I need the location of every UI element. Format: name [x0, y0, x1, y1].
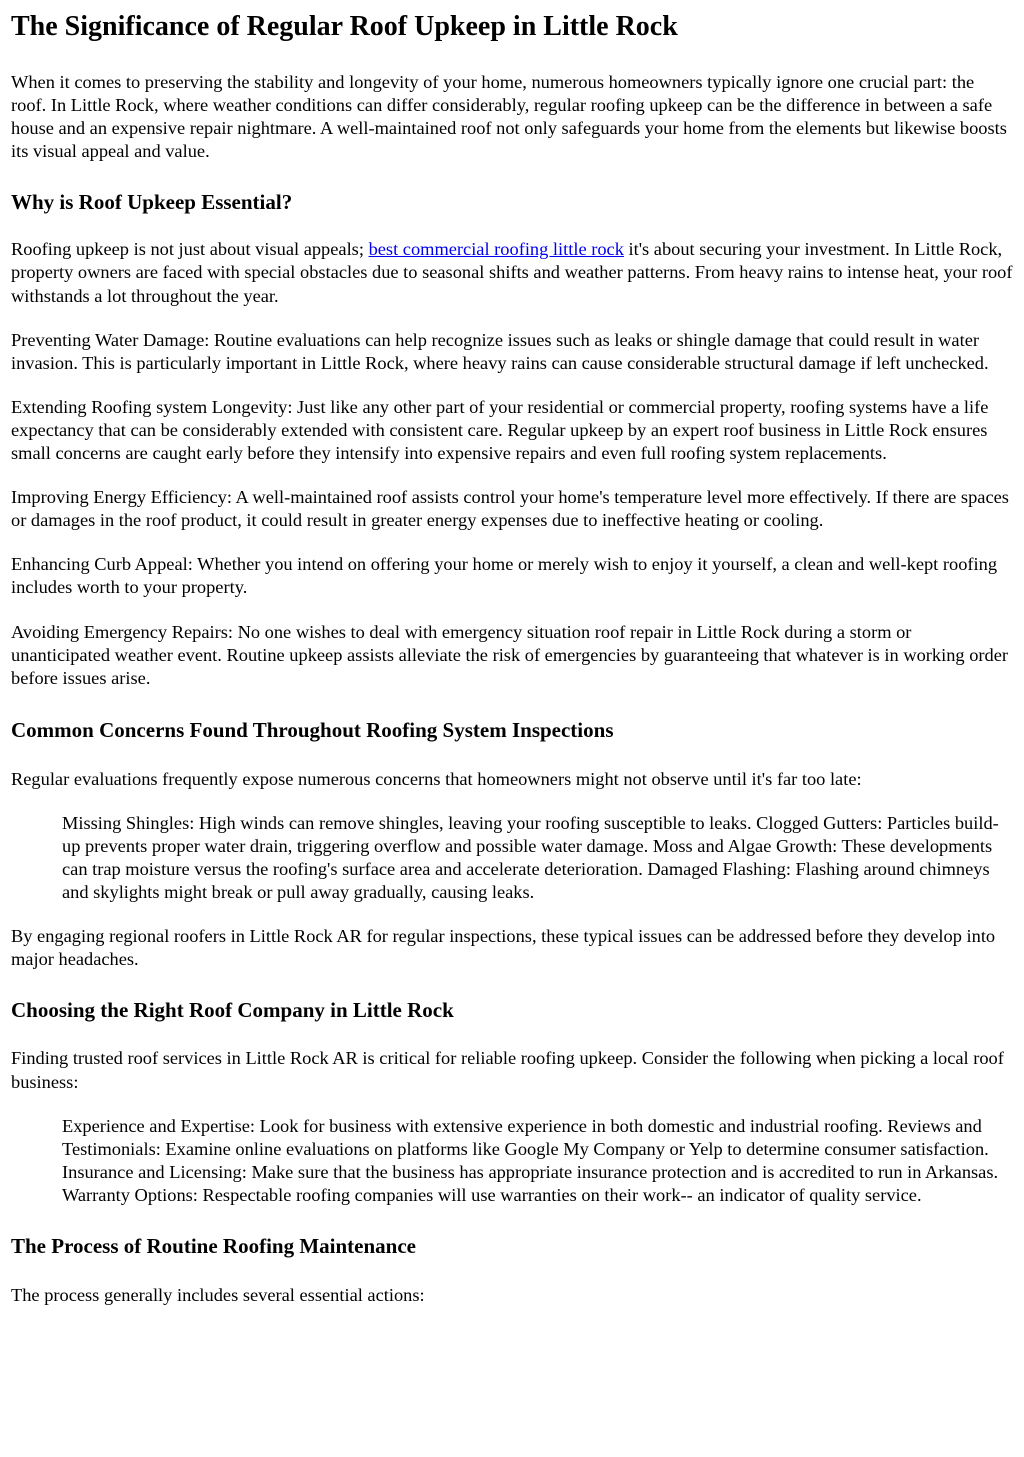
why-intro-paragraph	[11, 238, 1014, 307]
section-heading-process: The Process of Routine Roofing Maintenance	[11, 1234, 416, 1258]
paragraph-curb-appeal: Enhancing Curb Appeal: Whether you intend on offering your home or merely wish to enjoy it yourself, a clean and well-kept roofing includes worth to your property.	[11, 554, 998, 598]
common-intro-paragraph: Regular evaluations frequently expose numerous concerns that homeowners might not observe until it's far too late:	[11, 768, 862, 789]
choose-criteria-list: Experience and Expertise: Look for business with extensive experience in both domestic and industrial roofing. Reviews and Testimonials: Examine online evaluations on platforms like Google My Company or Yelp to determine consumer satisfaction. Insurance and Licensing: Make sure that the business has appropriate insurance protection and is accredited to run in Arkansas. Warranty Options: Respectable roofing companies will use warranties on their work-- an indicator of quality service.	[62, 1115, 999, 1205]
paragraph-longevity: Extending Roofing system Longevity: Just like any other part of your residential or commercial property, roofing systems have a life expectancy that can be considerably extended with consistent care. Regular upkeep by an expert roof business in Little Rock ensures small concerns are caught early before they intensify into expensive repairs and even full roofing system replacements.	[11, 396, 989, 464]
why-intro-text-before: Roofing upkeep is not just about visual appeals;	[11, 239, 369, 260]
why-intro-text-after: it's about securing your investment. In Little Rock, property owners are faced with special obstacles due to seasonal shifts and weather patterns. From heavy rains to intense heat, your roof withstands a lot throughout the year.	[11, 239, 1013, 306]
paragraph-energy-efficiency: Improving Energy Efficiency: A well-maintained roof assists control your home's temperature level more effectively. If there are spaces or damages in the roof product, it could result in greater energy expenses due to ineffective heating or cooling.	[11, 487, 1009, 531]
section-heading-why: Why is Roof Upkeep Essential?	[11, 190, 293, 215]
commercial-roofing-link[interactable]: best commercial roofing little rock	[368, 239, 624, 260]
paragraph-emergency-repairs: Avoiding Emergency Repairs: No one wishes to deal with emergency situation roof repair in Little Rock during a storm or unanticipated weather event. Routine upkeep assists alleviate the risk of emergencies by guaranteeing that whatever is in working order before issues arise.	[11, 621, 1009, 688]
page-title: The Significance of Regular Roof Upkeep in Little Rock	[11, 11, 678, 42]
paragraph-water-damage: Preventing Water Damage: Routine evaluations can help recognize issues such as leaks or shingle damage that could result in water invasion. This is particularly important in Little Rock, where heavy rains can cause considerable structural damage if left unchecked.	[11, 329, 989, 373]
common-after-paragraph: By engaging regional roofers in Little Rock AR for regular inspections, these typical issues can be addressed before they develop into major headaches.	[11, 926, 996, 970]
section-heading-common-concerns: Common Concerns Found Throughout Roofing System Inspections	[11, 717, 614, 742]
article	[0, 11, 1024, 1307]
choose-intro-paragraph: Finding trusted roof services in Little Rock AR is critical for reliable roofing upkeep. Consider the following when picking a local roof business:	[11, 1048, 1004, 1092]
intro-paragraph: When it comes to preserving the stability and longevity of your home, numerous homeowners typically ignore one crucial part: the roof. In Little Rock, where weather conditions can differ considerably, regular roofing upkeep can be the difference in between a safe house and an expensive repair nightmare. A well-maintained roof not only safeguards your home from the elements but likewise boosts its visual appeal and value.	[11, 72, 1007, 162]
common-concerns-list: Missing Shingles: High winds can remove shingles, leaving your roofing susceptible to leaks. Clogged Gutters: Particles build-up prevents proper water drain, triggering overflow and possible water damage. Moss and Algae Growth: These developments can trap moisture versus the roofing's surface area and accelerate deterioration. Damaged Flashing: Flashing around chimneys and skylights might break or pull away gradually, causing leaks.	[62, 812, 999, 903]
process-intro-paragraph: The process generally includes several essential actions:	[11, 1285, 425, 1305]
section-heading-choosing: Choosing the Right Roof Company in Little Rock	[11, 998, 454, 1023]
